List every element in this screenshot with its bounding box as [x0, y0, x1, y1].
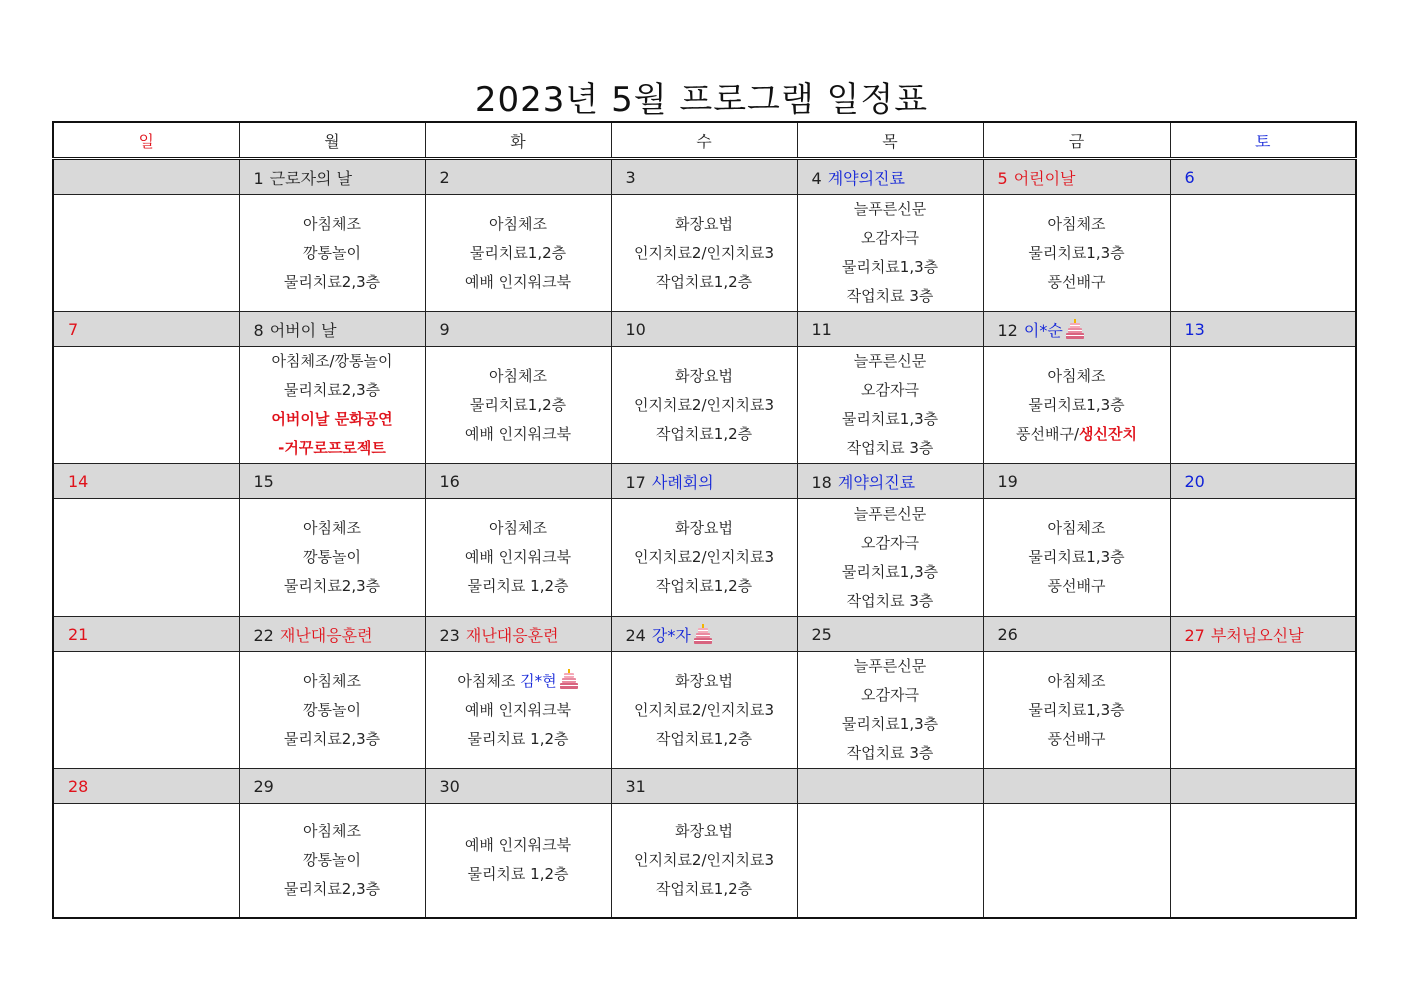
program-item: 물리치료2,3층 — [283, 879, 381, 898]
date-number: 13 — [1184, 319, 1205, 339]
date-number: 16 — [439, 471, 460, 491]
event-text: 어버이날 문화공연 — [271, 410, 393, 428]
date-number: 31 — [625, 776, 646, 796]
date-label: 어버이 날 — [269, 320, 337, 340]
date-cell-mon — [239, 769, 425, 804]
program-cell-mon — [239, 499, 425, 617]
date-cell-thu — [797, 617, 983, 652]
date-cell-sat — [1170, 769, 1356, 804]
program-item: 아침체조 — [303, 519, 361, 537]
program-cell-wed — [611, 499, 797, 617]
program-cell-thu — [797, 804, 983, 918]
date-number: 5 — [997, 168, 1008, 188]
program-item: 인지치료2/인지치료3 — [633, 548, 775, 566]
program-item: 작업치료1,2층 — [655, 424, 753, 443]
date-cell-wed — [611, 769, 797, 804]
date-number: 3 — [625, 167, 636, 187]
event-text: 생신잔치 — [1079, 424, 1137, 443]
program-item: 물리치료 1,2층 — [467, 865, 569, 884]
program-item: 풍선배구 — [1047, 272, 1106, 291]
date-cell-sat — [1170, 159, 1356, 195]
program-item: 물리치료1,3층 — [841, 258, 939, 276]
program-cell-mon — [239, 347, 425, 464]
program-item: 물리치료1,2층 — [469, 243, 567, 262]
date-number: 19 — [997, 471, 1018, 491]
date-row — [53, 464, 1356, 499]
program-item: 예배 인지워크북 — [464, 272, 572, 291]
date-cell-tue — [425, 617, 611, 652]
program-item: 오감자극 — [861, 229, 919, 247]
date-row — [53, 159, 1356, 195]
program-item: 작업치료 3층 — [846, 744, 934, 762]
date-number: 27 — [1184, 625, 1205, 645]
date-number: 12 — [997, 320, 1018, 340]
program-cell-wed — [611, 347, 797, 464]
date-cell-sun — [53, 159, 239, 195]
date-label: 사례회의 — [651, 472, 714, 492]
date-cell-sun — [53, 769, 239, 804]
program-row — [53, 195, 1356, 312]
program-item: 인지치료2/인지치료3 — [633, 850, 775, 869]
program-item: 아침체조 — [303, 821, 361, 840]
program-cell-mon — [239, 195, 425, 312]
program-item: 물리치료1,3층 — [1028, 548, 1125, 566]
program-item: 아침체조 — [1047, 214, 1106, 233]
program-item: 예배 인지워크북 — [464, 424, 572, 443]
date-number: 22 — [253, 625, 274, 645]
program-item: 깡통놀이 — [303, 548, 361, 566]
program-cell-wed — [611, 804, 797, 918]
date-number: 17 — [625, 472, 646, 492]
program-item: 작업치료1,2층 — [655, 879, 753, 898]
program-cell-mon — [239, 652, 425, 769]
program-cell-thu — [797, 195, 983, 312]
date-label: 이*순 — [1023, 320, 1063, 340]
program-cell-sat — [1170, 347, 1356, 464]
date-cell-thu — [797, 769, 983, 804]
program-row — [53, 499, 1356, 617]
date-row — [53, 312, 1356, 347]
program-item: 화장요법 — [675, 671, 733, 690]
program-cell-tue — [425, 195, 611, 312]
program-item: 아침체조 — [1047, 519, 1106, 537]
program-item: 예배 인지워크북 — [464, 548, 572, 566]
date-number: 14 — [68, 471, 89, 491]
weekday-header-tue: 화 — [425, 122, 611, 159]
program-item: 화장요법 — [675, 366, 733, 385]
date-number: 7 — [68, 319, 79, 339]
program-cell-sat — [1170, 499, 1356, 617]
program-item: 아침체조 — [303, 214, 361, 233]
program-item: 예배 인지워크북 — [464, 836, 572, 855]
weekday-header-wed: 수 — [611, 122, 797, 159]
program-cell-sat — [1170, 195, 1356, 312]
calendar-table — [52, 121, 1357, 919]
date-cell-mon — [239, 312, 425, 347]
program-cell-wed — [611, 195, 797, 312]
date-number: 10 — [625, 319, 646, 339]
program-item: 아침체조 — [1047, 671, 1106, 690]
program-item: 물리치료1,2층 — [469, 395, 567, 414]
program-item: 인지치료2/인지치료3 — [633, 243, 775, 262]
program-item: 물리치료1,3층 — [841, 715, 939, 733]
date-cell-mon — [239, 464, 425, 499]
program-item: 아침체조 — [1047, 366, 1106, 385]
program-cell-fri — [983, 195, 1170, 312]
date-number: 8 — [253, 320, 264, 340]
date-label: 계약의진료 — [827, 168, 905, 188]
date-cell-thu — [797, 159, 983, 195]
weekday-header-thu: 목 — [797, 122, 983, 159]
program-cell-tue — [425, 804, 611, 918]
program-item: 물리치료1,3층 — [1028, 243, 1125, 262]
program-item: 물리치료1,3층 — [1028, 395, 1125, 414]
program-item: 물리치료1,3층 — [1028, 700, 1125, 719]
page-title: 2023년 5월 프로그램 일정표 — [474, 80, 929, 120]
date-number: 28 — [68, 776, 89, 796]
program-cell-tue — [425, 652, 611, 769]
program-item: 늘푸른신문 — [853, 200, 927, 218]
program-item: 물리치료1,3층 — [841, 410, 939, 428]
date-cell-thu — [797, 312, 983, 347]
program-cell-sun — [53, 499, 239, 617]
program-item: 깡통놀이 — [303, 700, 361, 719]
program-item — [984, 420, 1170, 449]
program-item: 오감자극 — [861, 381, 919, 399]
program-item: 작업치료1,2층 — [655, 729, 753, 748]
program-item: 깡통놀이 — [303, 850, 361, 869]
program-item: 화장요법 — [675, 821, 733, 840]
program-cell-sat — [1170, 652, 1356, 769]
program-item: 깡통놀이 — [303, 243, 361, 262]
date-number: 26 — [997, 624, 1018, 644]
program-cell-sat — [1170, 804, 1356, 918]
program-item: 아침체조 — [489, 214, 547, 233]
date-number: 2 — [439, 167, 450, 187]
program-item: 작업치료1,2층 — [655, 577, 753, 595]
program-item: 작업치료 3층 — [846, 287, 934, 305]
program-cell-sun — [53, 195, 239, 312]
program-item — [426, 667, 611, 696]
program-row — [53, 652, 1356, 769]
birthday-name: 김*현 — [520, 671, 557, 690]
date-number: 20 — [1184, 471, 1205, 491]
date-number: 29 — [253, 776, 274, 796]
date-number: 25 — [811, 624, 832, 644]
weekday-header-sat: 토 — [1170, 122, 1356, 159]
date-cell-sat — [1170, 312, 1356, 347]
program-item: 인지치료2/인지치료3 — [633, 700, 775, 719]
program-cell-fri — [983, 499, 1170, 617]
program-cell-thu — [797, 652, 983, 769]
date-number: 23 — [439, 625, 460, 645]
date-number: 6 — [1184, 167, 1195, 187]
date-cell-sat — [1170, 617, 1356, 652]
program-item: 아침체조 — [489, 519, 547, 537]
program-item-text: 아침체조 — [457, 671, 516, 690]
weekday-header-row — [53, 122, 1356, 159]
date-row — [53, 769, 1356, 804]
program-item: 물리치료 1,2층 — [467, 729, 569, 748]
program-item: 물리치료2,3층 — [283, 272, 381, 291]
date-cell-fri — [983, 159, 1170, 195]
program-item-text: 풍선배구/ — [1016, 424, 1080, 443]
program-item: 작업치료 3층 — [846, 591, 934, 610]
program-item: 인지치료2/인지치료3 — [633, 395, 775, 414]
date-label: 근로자의 날 — [269, 168, 353, 188]
date-label: 재난대응훈련 — [279, 625, 373, 645]
date-number: 21 — [68, 624, 89, 644]
program-item: 아침체조/깡통놀이 — [271, 352, 393, 370]
date-cell-tue — [425, 464, 611, 499]
program-item: 물리치료1,3층 — [841, 562, 939, 581]
date-number: 9 — [439, 319, 450, 339]
program-cell-sun — [53, 804, 239, 918]
date-number: 30 — [439, 776, 460, 796]
date-cell-tue — [425, 312, 611, 347]
program-item: 작업치료1,2층 — [655, 272, 753, 291]
date-cell-fri — [983, 312, 1170, 347]
date-number: 4 — [811, 168, 822, 188]
date-cell-fri — [983, 769, 1170, 804]
date-cell-mon — [239, 159, 425, 195]
program-item: 오감자극 — [861, 533, 919, 552]
date-cell-fri — [983, 617, 1170, 652]
date-number: 18 — [811, 472, 832, 492]
program-item: 풍선배구 — [1047, 729, 1106, 748]
program-item: 물리치료 1,2층 — [467, 577, 569, 595]
date-cell-wed — [611, 617, 797, 652]
program-cell-tue — [425, 347, 611, 464]
program-item: 물리치료2,3층 — [283, 577, 381, 595]
program-item: 늘푸른신문 — [853, 504, 927, 523]
date-number: 24 — [625, 625, 646, 645]
date-number: 15 — [253, 471, 274, 491]
weekday-header-fri: 금 — [983, 122, 1170, 159]
program-cell-fri — [983, 652, 1170, 769]
program-item: 풍선배구 — [1047, 577, 1106, 595]
date-cell-sun — [53, 617, 239, 652]
date-label: 재난대응훈련 — [465, 625, 559, 645]
program-item: 예배 인지워크북 — [464, 700, 572, 719]
date-number: 1 — [253, 168, 264, 188]
date-label: 부처님오신날 — [1210, 625, 1304, 645]
program-item: 물리치료2,3층 — [283, 729, 381, 748]
program-cell-wed — [611, 652, 797, 769]
program-cell-sun — [53, 347, 239, 464]
date-cell-thu — [797, 464, 983, 499]
date-cell-fri — [983, 464, 1170, 499]
date-cell-tue — [425, 159, 611, 195]
date-cell-sun — [53, 464, 239, 499]
program-cell-thu — [797, 347, 983, 464]
program-item: 늘푸른신문 — [853, 657, 927, 675]
program-item: 늘푸른신문 — [853, 352, 927, 370]
date-label: 계약의진료 — [837, 472, 916, 492]
date-cell-wed — [611, 312, 797, 347]
date-cell-mon — [239, 617, 425, 652]
program-cell-mon — [239, 804, 425, 918]
birthday-cake-icon — [1065, 318, 1085, 340]
date-cell-wed — [611, 159, 797, 195]
program-item: 화장요법 — [675, 214, 733, 233]
program-item: 화장요법 — [675, 519, 733, 537]
program-row — [53, 347, 1356, 464]
program-item: 아침체조 — [303, 671, 361, 690]
program-cell-fri — [983, 347, 1170, 464]
date-cell-sat — [1170, 464, 1356, 499]
program-cell-fri — [983, 804, 1170, 918]
event-text: -거꾸로프로젝트 — [278, 439, 386, 457]
program-item: 아침체조 — [489, 366, 547, 385]
date-cell-sun — [53, 312, 239, 347]
date-row — [53, 617, 1356, 652]
weekday-header-mon: 월 — [239, 122, 425, 159]
program-item: 오감자극 — [861, 686, 919, 704]
date-number: 11 — [811, 319, 832, 339]
weekday-header-sun: 일 — [53, 122, 239, 159]
birthday-cake-icon — [693, 623, 713, 645]
program-cell-sun — [53, 652, 239, 769]
date-cell-tue — [425, 769, 611, 804]
program-cell-tue — [425, 499, 611, 617]
birthday-cake-icon — [559, 668, 579, 690]
date-label: 강*자 — [651, 625, 691, 645]
date-cell-wed — [611, 464, 797, 499]
date-label: 어린이날 — [1013, 168, 1076, 188]
program-row — [53, 804, 1356, 918]
program-item: 작업치료 3층 — [846, 439, 934, 457]
program-item: 물리치료2,3층 — [283, 381, 381, 399]
program-cell-thu — [797, 499, 983, 617]
